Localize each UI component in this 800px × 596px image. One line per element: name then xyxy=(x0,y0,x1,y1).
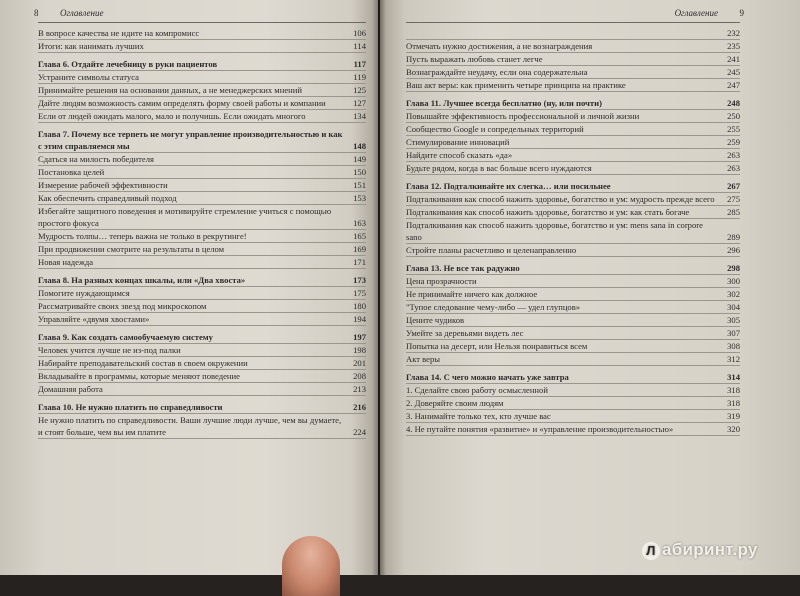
toc-entry-title: Глава 14. С чего можно начать уже завтра xyxy=(406,372,569,382)
toc-entry-title: Подталкивания как способ нажить здоровье, богатство и ум: мудрость прежде всего xyxy=(406,194,715,204)
toc-entry xyxy=(38,313,366,326)
toc-entry-title: Глава 11. Лучшее всегда бесплатно (ну, или почти) xyxy=(406,98,602,108)
toc-chapter-entry xyxy=(38,331,366,344)
toc-entry xyxy=(406,301,740,314)
toc-entry-page: 307 xyxy=(727,328,740,338)
toc-entry-page: 259 xyxy=(727,137,740,147)
toc-entry-title: 1. Сделайте свою работу осмысленной xyxy=(406,385,548,395)
toc-chapter-entry xyxy=(406,371,740,384)
toc-entry-title: В вопросе качества не идите на компромисс xyxy=(38,28,200,38)
toc-entry-title: Мудрость толпы… теперь важна не только в рекрутинге! xyxy=(38,231,247,241)
toc-entry-title: Рассматривайте своих звезд под микроскопом xyxy=(38,301,207,311)
toc-entry-title: При продвижении смотрите на результаты в целом xyxy=(38,244,225,254)
toc-entry-page: 127 xyxy=(353,98,366,108)
toc-entry-title: Подталкивания как способ нажить здоровье, богатство и ум: mens sana in corpore sano xyxy=(406,220,703,242)
toc-entry-title: Устраните символы статуса xyxy=(38,72,139,82)
toc-entry xyxy=(406,423,740,436)
toc-entry-title: Управляйте «двумя хвостами» xyxy=(38,314,150,324)
toc-entry-page: 285 xyxy=(727,207,740,217)
toc-entry-title: Итоги: как нанимать лучших xyxy=(38,41,144,51)
toc-entry xyxy=(38,40,366,53)
toc-entry-page: 175 xyxy=(353,288,366,298)
toc-entry-page: 318 xyxy=(727,398,740,408)
toc-entry xyxy=(38,357,366,370)
toc-entry-page: 263 xyxy=(727,150,740,160)
toc-entry xyxy=(38,300,366,313)
toc-entry-page: 194 xyxy=(353,314,366,324)
toc-chapter-entry xyxy=(406,262,740,275)
toc-entry-page: 224 xyxy=(353,427,366,437)
right-running-title: Оглавление xyxy=(674,8,718,18)
toc-entry xyxy=(406,327,740,340)
toc-entry-page: 314 xyxy=(727,372,740,382)
toc-entry xyxy=(38,97,366,110)
toc-chapter-entry xyxy=(38,128,366,153)
toc-entry-page: 151 xyxy=(353,180,366,190)
toc-chapter-entry xyxy=(38,58,366,71)
toc-entry-title: Глава 12. Подталкивайте их слегка… или посильнее xyxy=(406,181,611,191)
toc-entry xyxy=(406,162,740,175)
toc-entry-title: Стройте планы расчетливо и целенаправленно xyxy=(406,245,577,255)
toc-entry-title: Вкладывайте в программы, которые меняют поведение xyxy=(38,371,240,381)
toc-entry-title: Глава 6. Отдайте лечебницу в руки пациентов xyxy=(38,59,218,69)
toc-entry-page: 180 xyxy=(353,301,366,311)
toc-entry-title: Найдите способ сказать «да» xyxy=(406,150,513,160)
toc-entry-page: 255 xyxy=(727,124,740,134)
toc-entry xyxy=(38,414,366,439)
toc-entry xyxy=(406,66,740,79)
toc-entry-page: 201 xyxy=(353,358,366,368)
toc-entry xyxy=(406,206,740,219)
toc-entry-title: "Тупое следование чему-либо — удел глупцов» xyxy=(406,302,581,312)
right-page xyxy=(380,0,800,575)
toc-entry-page: 117 xyxy=(353,59,366,69)
toc-entry xyxy=(406,340,740,353)
toc-entry xyxy=(38,256,366,269)
toc-entry-page: 304 xyxy=(727,302,740,312)
toc-entry xyxy=(406,244,740,257)
left-running-title: Оглавление xyxy=(60,8,104,18)
toc-entry-page: 197 xyxy=(353,332,366,342)
toc-entry-title: Домашняя работа xyxy=(38,384,103,394)
toc-entry-title: Будьте рядом, когда в вас больше всего нуждаются xyxy=(406,163,592,173)
toc-chapter-entry xyxy=(38,401,366,414)
toc-entry xyxy=(406,27,740,40)
toc-entry xyxy=(38,370,366,383)
left-page xyxy=(0,0,378,575)
toc-entry-page: 125 xyxy=(353,85,366,95)
toc-entry-title: Набирайте преподавательский состав в своем окружении xyxy=(38,358,248,368)
toc-entry xyxy=(406,353,740,366)
toc-entry xyxy=(406,397,740,410)
toc-entry-title: Сообщество Google и сопредельных территорий xyxy=(406,124,584,134)
toc-entry xyxy=(38,153,366,166)
toc-entry-page: 171 xyxy=(353,257,366,267)
toc-entry-title: Ваш акт веры: как применить четыре принципа на практике xyxy=(406,80,626,90)
toc-entry-title: Повышайте эффективность профессиональной и личной жизни xyxy=(406,111,640,121)
toc-entry-page: 250 xyxy=(727,111,740,121)
toc-entry-title: Измерение рабочей эффективности xyxy=(38,180,168,190)
toc-entry xyxy=(406,79,740,92)
toc-entry-page: 163 xyxy=(353,218,366,228)
toc-entry xyxy=(38,27,366,40)
toc-entry-title: Глава 9. Как создать самообучаемую систему xyxy=(38,332,213,342)
toc-entry xyxy=(406,136,740,149)
toc-entry-page: 216 xyxy=(353,402,366,412)
toc-entry-page: 267 xyxy=(727,181,740,191)
toc-entry-title: Подталкивания как способ нажить здоровье, богатство и ум: как стать богаче xyxy=(406,207,690,217)
toc-entry-title: Помогите нуждающимся xyxy=(38,288,130,298)
toc-entry xyxy=(38,166,366,179)
toc-entry-title: 4. Не путайте понятия «развитие» и «управление производительностью» xyxy=(406,424,674,434)
toc-chapter-entry xyxy=(406,97,740,110)
toc-entry-page: 289 xyxy=(727,232,740,242)
toc-entry-page: 169 xyxy=(353,244,366,254)
toc-entry xyxy=(38,287,366,300)
toc-entry-title: Не нужно платить по справедливости. Ваши лучшие люди лучше, чем вы думаете, и стоят больше, чем вы им платите xyxy=(38,415,342,437)
toc-entry-page: 318 xyxy=(727,385,740,395)
toc-entry xyxy=(38,192,366,205)
toc-entry-page: 134 xyxy=(353,111,366,121)
toc-entry xyxy=(38,84,366,97)
toc-entry xyxy=(38,110,366,123)
toc-entry-title: Цените чудиков xyxy=(406,315,465,325)
toc-entry-page: 153 xyxy=(353,193,366,203)
toc-entry xyxy=(406,123,740,136)
toc-entry-page: 106 xyxy=(353,28,366,38)
toc-entry-title: Сдаться на милость победителя xyxy=(38,154,154,164)
toc-entry-title: Пусть выражать любовь станет легче xyxy=(406,54,543,64)
toc-entry-title: Попытка на десерт, или Нельзя понравиться всем xyxy=(406,341,588,351)
toc-entry-page: 232 xyxy=(727,28,740,38)
toc-entry xyxy=(406,314,740,327)
toc-entry-page: 247 xyxy=(727,80,740,90)
toc-entry xyxy=(406,384,740,397)
toc-entry-title: Постановка целей xyxy=(38,167,105,177)
toc-entry-title: Акт веры xyxy=(406,354,441,364)
toc-entry-page: 320 xyxy=(727,424,740,434)
toc-entry-title: Глава 7. Почему все терпеть не могут управление производительностью и как с этим справляемся мы xyxy=(38,129,343,151)
labirint-watermark xyxy=(642,540,758,560)
toc-entry xyxy=(406,149,740,162)
toc-entry-page: 263 xyxy=(727,163,740,173)
left-running-head xyxy=(34,6,366,23)
right-toc-list xyxy=(406,27,740,436)
toc-entry-page: 312 xyxy=(727,354,740,364)
toc-entry-page: 296 xyxy=(727,245,740,255)
book-gutter xyxy=(372,0,386,575)
toc-entry-title: Цена прозрачности xyxy=(406,276,477,286)
toc-entry xyxy=(406,410,740,423)
toc-entry-page: 119 xyxy=(353,72,366,82)
toc-entry-page: 148 xyxy=(353,141,366,151)
toc-entry xyxy=(406,110,740,123)
toc-entry xyxy=(38,71,366,84)
toc-entry xyxy=(38,230,366,243)
toc-entry-title: Глава 10. Не нужно платить по справедливости xyxy=(38,402,223,412)
toc-entry-page: 300 xyxy=(727,276,740,286)
toc-entry-title: Принимайте решения на основании данных, а не менеджерских мнений xyxy=(38,85,302,95)
toc-entry-page: 248 xyxy=(727,98,740,108)
toc-chapter-entry xyxy=(406,180,740,193)
toc-entry-title: Глава 13. Не все так радужно xyxy=(406,263,520,273)
toc-entry-page: 275 xyxy=(727,194,740,204)
toc-entry xyxy=(406,40,740,53)
toc-entry-title: Вознаграждайте неудачу, если она содержательна xyxy=(406,67,588,77)
toc-entry-page: 305 xyxy=(727,315,740,325)
toc-chapter-entry xyxy=(38,274,366,287)
toc-entry xyxy=(38,344,366,357)
toc-entry-title: Как обеспечить справедливый подход xyxy=(38,193,177,203)
toc-entry-page: 173 xyxy=(353,275,366,285)
toc-entry-title: Глава 8. На разных концах шкалы, или «Два хвоста» xyxy=(38,275,246,285)
toc-entry-page: 245 xyxy=(727,67,740,77)
toc-entry-page: 198 xyxy=(353,345,366,355)
toc-entry-page: 165 xyxy=(353,231,366,241)
toc-entry-title: 3. Нанимайте только тех, кто лучше вас xyxy=(406,411,551,421)
toc-entry-title: Избегайте защитного поведения и мотивируйте стремление учиться с помощью простого фокуса xyxy=(38,206,332,228)
toc-entry-title: Дайте людям возможность самим определять форму своей работы и компании xyxy=(38,98,326,108)
toc-entry xyxy=(406,193,740,206)
toc-entry-title: Новая надежда xyxy=(38,257,94,267)
toc-entry-page: 235 xyxy=(727,41,740,51)
toc-entry xyxy=(406,53,740,66)
toc-entry xyxy=(38,383,366,396)
toc-entry-page: 150 xyxy=(353,167,366,177)
toc-entry-title: Если от людей ожидать малого, мало и получишь. Если ожидать многого xyxy=(38,111,306,121)
toc-entry-title: Человек учится лучше не из-под палки xyxy=(38,345,181,355)
toc-entry-page: 208 xyxy=(353,371,366,381)
toc-entry xyxy=(38,243,366,256)
toc-entry-page: 302 xyxy=(727,289,740,299)
thumb-finger xyxy=(282,536,340,596)
right-running-head xyxy=(406,6,744,23)
toc-entry-page: 149 xyxy=(353,154,366,164)
left-toc-list xyxy=(38,27,366,439)
labirint-logo-icon: Л xyxy=(642,542,660,560)
toc-entry-page: 241 xyxy=(727,54,740,64)
toc-entry-page: 308 xyxy=(727,341,740,351)
toc-entry xyxy=(406,275,740,288)
toc-entry-title: Стимулирование инноваций xyxy=(406,137,510,147)
toc-entry-page: 319 xyxy=(727,411,740,421)
toc-entry-page: 298 xyxy=(727,263,740,273)
toc-entry-title: Не принимайте ничего как должное xyxy=(406,289,538,299)
left-page-number: 8 xyxy=(34,8,39,18)
toc-entry xyxy=(406,288,740,301)
toc-entry xyxy=(38,205,366,230)
right-page-number: 9 xyxy=(739,8,744,18)
toc-entry-title: Умейте за деревьями видеть лес xyxy=(406,328,524,338)
toc-entry-title: Отмечать нужно достижения, а не вознаграждения xyxy=(406,41,593,51)
toc-entry-title: 2. Доверяйте своим людям xyxy=(406,398,504,408)
toc-entry-page: 114 xyxy=(353,41,366,51)
toc-entry-page: 213 xyxy=(353,384,366,394)
toc-entry xyxy=(406,219,740,244)
watermark-text: абиринт.ру xyxy=(662,540,758,559)
toc-entry xyxy=(38,179,366,192)
